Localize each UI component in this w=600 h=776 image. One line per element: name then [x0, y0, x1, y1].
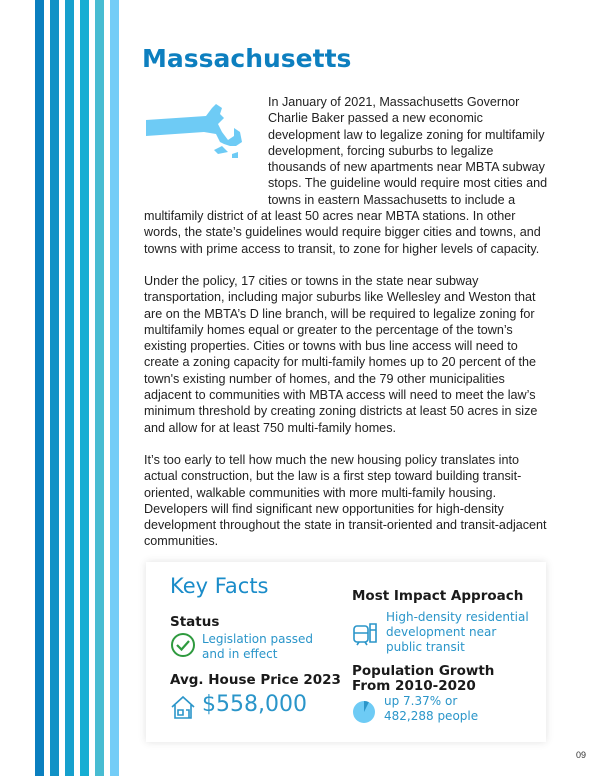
key-facts-title: Key Facts — [170, 574, 269, 598]
price-value: $558,000 — [202, 692, 307, 717]
page-number: 09 — [575, 750, 586, 760]
price-label: Avg. House Price 2023 — [170, 672, 341, 688]
growth-value-line-1: up 7.37% or — [384, 694, 458, 708]
massachusetts-map-icon — [144, 94, 262, 192]
decorative-stripe — [35, 0, 44, 776]
page-title: Massachusetts — [142, 44, 352, 73]
growth-label: Population Growth From 2010-2020 — [352, 663, 495, 694]
paragraph: In January of 2021, Massachusetts Governor Charlie Baker passed a new economic development law to legalize zoning for multifamily development, forcing suburbs to legalize thousands of new apartments near MBTA subway stops. The guideline would require most cities and towns in eastern Massachusetts to include a multifamily district of at least 50 acres near MBTA stations. In other words, the state’s guidelines would require bigger cities and towns, and towns with prime access to transit, to zone for higher levels of capacity. — [144, 95, 548, 256]
growth-pie-icon — [352, 700, 376, 724]
status-value: Legislation passed and in effect — [202, 632, 314, 661]
decorative-stripe — [110, 0, 119, 776]
train-icon — [352, 620, 378, 648]
house-icon — [170, 694, 196, 720]
approach-value: High-density residential development near public transit — [386, 610, 529, 654]
approach-label: Most Impact Approach — [352, 588, 524, 604]
status-label: Status — [170, 614, 220, 630]
decorative-stripe — [95, 0, 104, 776]
key-facts-card — [146, 562, 546, 742]
article-body — [144, 94, 548, 566]
growth-value-line-2: 482,288 people — [384, 709, 479, 723]
check-circle-icon — [170, 632, 196, 658]
decorative-stripe — [65, 0, 74, 776]
paragraph: Under the policy, 17 cities or towns in the state near subway transportation, including major suburbs like Wellesley and Weston that are on the MBTA’s D line branch, will be required to legalize zoning for multifamily homes equal or greater to the percentage of the town’s existing properties. Cities or towns with bus line access will need to create a zoning capacity for multi-family homes up to 20 percent of the town's existing number of homes, and the 79 other municipalities adjacent to communities with MBTA access will need to meet the law’s minimum threshold by creating zoning districts at least 50 acres in size and allow for at least 750 multi-family homes. — [144, 273, 538, 435]
decorative-stripe — [80, 0, 89, 776]
decorative-stripe — [50, 0, 59, 776]
paragraph: It’s too early to tell how much the new housing policy translates into actual construction, but the law is a first step toward building transit-oriented, walkable communities with more multi-family housing. Developers will find significant new opportunities for high-density development throughout the state in transit-oriented and transit-adjacent communities. — [144, 452, 547, 549]
